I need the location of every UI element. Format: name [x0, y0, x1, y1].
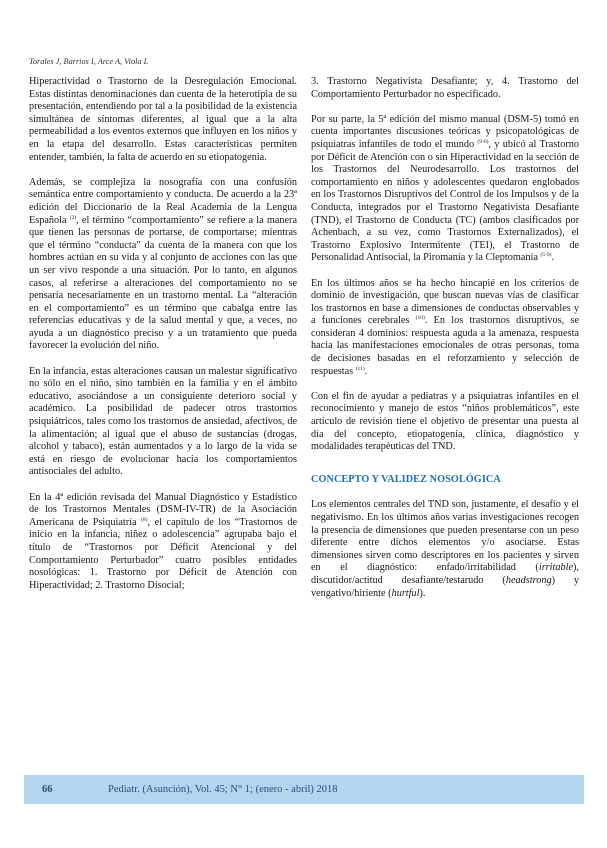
- emphasis-term: irritable: [538, 562, 574, 574]
- paragraph-text: ), discutidor/actitud desafiante/testarudo (: [311, 562, 579, 586]
- paragraph-text: En los últimos años se ha hecho hincapié en los criterios de dominio de investigación, que buscan nuevas vías de clasificar los trastornos en base a dimensiones de conductas observables y a funciones cerebrales: [311, 277, 579, 327]
- paragraph: [29, 177, 297, 353]
- paragraph: [311, 391, 579, 454]
- paragraph: [311, 278, 579, 379]
- page-number: 66: [42, 784, 53, 795]
- right-column: [311, 76, 579, 600]
- paragraph: [311, 499, 579, 600]
- citation-ref: (8): [141, 516, 148, 523]
- paragraph-text: , el término “comportamiento” se refiere a la manera que tienen las personas de portarse, de comportarse; mientras que el término “conducta” da cuenta de la manera con que los hombres actúan en su vida y al conjunto de acciones con las que un ser vivo responde a una situación. Por lo tanto, en algunos casos, al referirse a alteraciones del comportamiento no se pensaría necesariamente en un trastorno mental. La “alteración en el comportamiento” es un término que cabalga entre las referencias educativas y de la salud mental y que, a veces, no ayuda a un diagnóstico preciso y a un tratamiento que pueda favorecer la evolución del niño.: [29, 214, 298, 352]
- journal-reference: Pediatr. (Asunción), Vol. 45; N° 1; (enero - abril) 2018: [108, 784, 338, 795]
- paragraph-text: Con el fin de ayudar a pediatras y a psiquiatras infantiles en el reconocimiento y manejo de estos “niños problemáticos”, este artículo de revisión tiene el objetivo de presentar una puesta al día del concepto, etiopatogenia, clínica, diagnóstico y modalidades terapéuticas del TND.: [311, 390, 579, 453]
- paragraph-text: ) y vengativo/hiriente (: [311, 574, 579, 599]
- paragraph: [29, 366, 297, 479]
- paragraph-text: 3. Trastorno Negativista Desafiante; y, 4. Trastorno del Comportamiento Perturbador no especificado.: [311, 76, 579, 100]
- paragraph-text: . En los trastornos disruptivos, se consideran 4 dominios: respuesta aguda a la amenaza, respuesta hacia las manifestaciones emocionales de otras personas, toma de decisiones basadas en el reforzamiento y selección de respuestas: [311, 315, 580, 377]
- paragraph-text: Los elementos centrales del TND son, justamente, el desafío y el negativismo. En los últimos años varias investigaciones recogen la presencia de dimensiones que pueden presentarse con un peso diferente entre dichos elementos y/o asociarse. Estas dimensiones sirven como descriptores en los pacientes y sirven en el diagnóstico: enfado/irritabilidad (: [311, 499, 579, 574]
- emphasis-term: headstrong: [505, 574, 552, 586]
- running-head: Torales J, Barrios I, Arce A, Viola L: [29, 57, 149, 66]
- paragraph-text: Hiperactividad o Trastorno de la Desregulación Emocional. Estas distintas denominaciones dan cuenta de la heterotipia de su presentación, entendiendo por tal a la posibilidad de la existencia simultánea de síntomas diferentes, al igual que a la alta permeabilidad a los eventos externos que influyen en los niños y en la etapa del desarrollo. Estas características permiten entender, también, la falta de acuerdo en su etiopatogenia.: [29, 76, 297, 163]
- paragraph-text: Por su parte, la 5ª edición del mismo manual (DSM-5) tomó en cuenta importantes discusiones teóricas y psicopatológicas de psiquiatras infantiles de todo el mundo: [311, 113, 579, 150]
- citation-ref: (9-6): [477, 138, 489, 145]
- paragraph-text: .: [551, 252, 555, 264]
- paragraph-text: ).: [419, 587, 426, 599]
- paragraph-text: , y ubicó al Trastorno por Déficit de Atención con o sin Hiperactividad en la sección de los Trastornos del Neurodesarrollo. Los trastornos del comportamiento en niños y adolescentes quedaron englobados en los Trastornos Disruptivos del Control de los Impulsos y de la Conducta, integrados por el Trastorno Negativista Desafiante (TND), el Trastorno de Conducta (TC) (ambos clasificados por Achenbach, a su vez, como Trastornos Externalizados), el Trastorno Explosivo Intermitente (TEI), el Trastorno de Personalidad Antisocial, la Piromanía y la Cleptomanía: [311, 138, 579, 264]
- paragraph-text: .: [364, 365, 368, 377]
- paragraph-text: , el capítulo de los “Trastornos de inicio en la infancia, niñez o adolescencia” agrupaba bajo el título de “Trastornos por Déficit Atencional y del Comportamiento Perturbador” cuatro posibles entidades nosológicas: 1. Trastorno por Déficit de Atención con Hiperactividad; 2. Trastorno Disocial;: [29, 516, 297, 591]
- section-heading: CONCEPTO Y VALIDEZ NOSOLÓGICA: [311, 473, 501, 485]
- citation-ref: (11): [355, 365, 365, 372]
- paragraph-text: En la 4ª edición revisada del Manual Diagnóstico y Estadístico de los Trastornos Mentales (DSM-IV-TR) de la Asociación Americana de Psiquiatría: [29, 491, 297, 528]
- citation-ref: (5-9): [540, 252, 552, 259]
- paragraph: [29, 76, 297, 164]
- left-column: [29, 76, 297, 592]
- paragraph: [29, 492, 297, 593]
- paragraph-text: En la infancia, estas alteraciones causan un malestar significativo no sólo en el niño, sino también en la familia y en el ámbito educativo, asociándose a un consiguiente deterioro social y académico. La posibilidad de padecer otros trastornos psiquiátricos, tales como los trastornos de ansiedad, afectivos, de la alimentación; al igual que el abuso de sustancias (drogas, alcohol y tabaco), están aumentados y a lo largo de la vida se está en riesgo de evolucionar hacia los comportamientos antisociales del adulto.: [29, 365, 297, 478]
- emphasis-term: hurtful: [391, 587, 420, 599]
- paragraph-text: Además, se complejiza la nosografía con una confusión semántica entre comportamiento y conducta. De acuerdo a la 23ª edición del Diccionario de la Real Academia de la Lengua Española: [29, 176, 297, 226]
- citation-ref: (2): [69, 214, 77, 221]
- citation-ref: (10): [415, 315, 425, 322]
- paragraph: [311, 114, 579, 265]
- paragraph: [311, 76, 579, 101]
